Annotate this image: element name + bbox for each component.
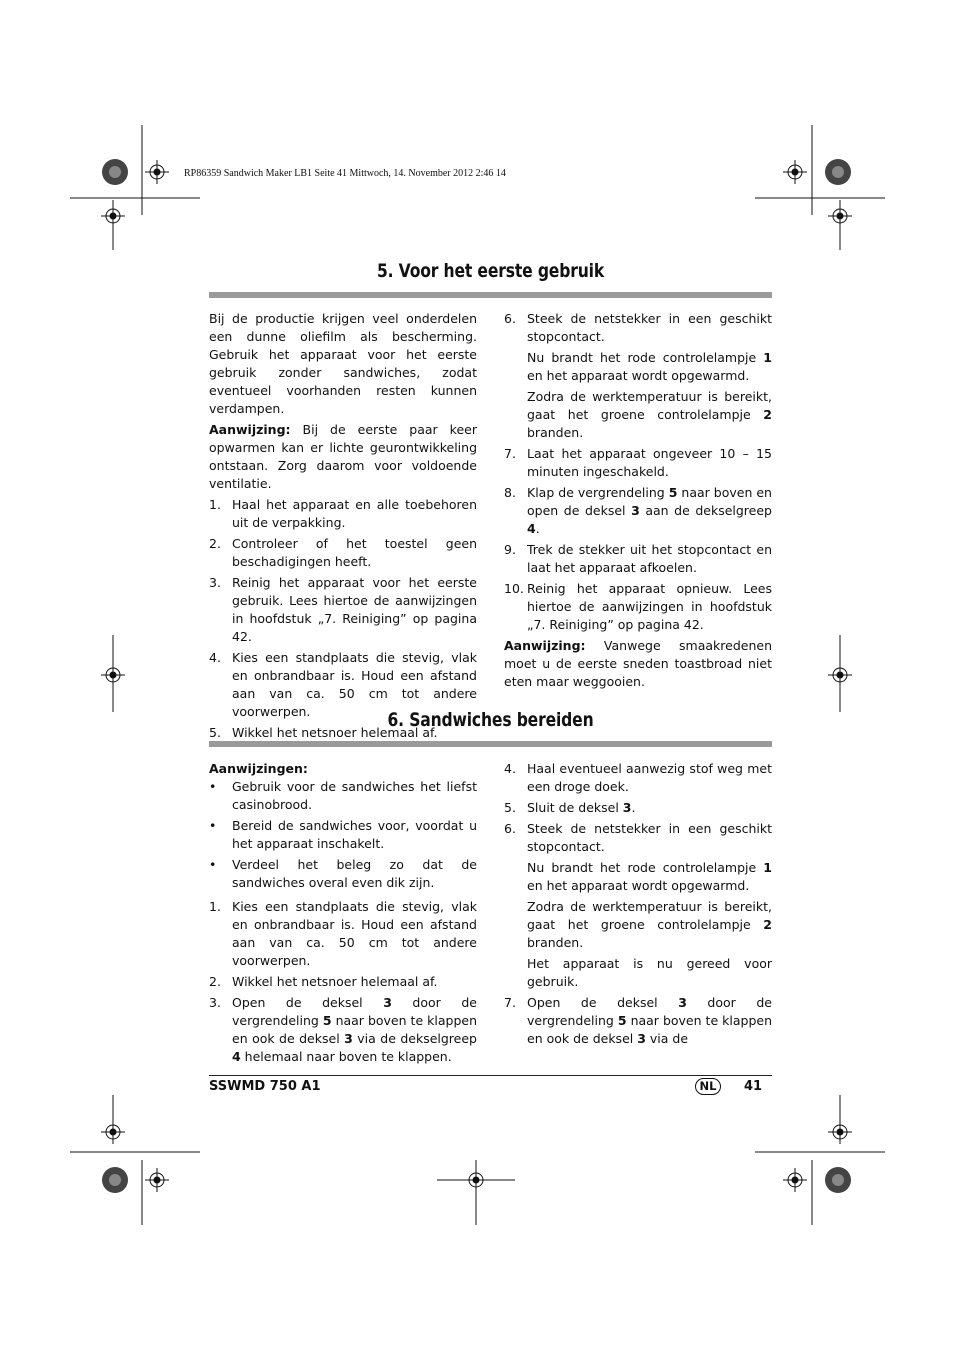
list-item-detail: Zodra de werktemperatuur is bereikt, gaat het groene controlelampje 2 branden. [527,899,772,950]
list-item: 5. Sluit de deksel 3. [504,800,636,815]
footer-rule [209,1075,772,1076]
list-item: 3. Open de deksel 3 door de vergrendeling 5 naar boven te klappen en ook de deksel 3 via de dekselgreep 4 helemaal naar boven te klappen. [209,995,477,1064]
list-item: 4. Kies een standplaats die stevig, vlak en onbrandbaar is. Houd een afstand aan van ca. 50 cm tot andere voorwerpen. [209,650,477,719]
intro-paragraph: Bij de productie krijgen veel onderdelen een dunne oliefilm als bescherming. Gebruik het apparaat voor het eerste gebruik zonder sandwiches, zodat eventueel voorhanden resten kunnen verdampen. [209,311,477,416]
list-item-detail: Nu brandt het rode controlelampje 1 en het apparaat wordt opgewarmd. [527,860,772,893]
section-6-title: 6. Sandwiches bereiden [387,709,594,731]
section-6-left-column [209,760,477,1069]
list-item-detail: Nu brandt het rode controlelampje 1 en het apparaat wordt opgewarmd. [527,350,772,383]
section-5-title: 5. Voor het eerste gebruik [376,260,605,282]
note-paragraph: Aanwijzing: Bij de eerste paar keer opwarmen kan er lichte geurontwikkeling ontstaan. Zorg daarom voor voldoende ventilatie. [209,422,477,491]
bullet-item: • Gebruik voor de sandwiches het liefst casinobrood. [209,779,477,812]
list-item: 7. Laat het apparaat ongeveer 10 – 15 minuten ingeschakeld. [504,446,772,479]
list-item: 2. Wikkel het netsnoer helemaal af. [209,974,438,989]
list-item: 1. Kies een standplaats die stevig, vlak en onbrandbaar is. Houd een afstand aan van ca. 50 cm tot andere voorwerpen. [209,899,477,968]
list-item: 6. Steek de netstekker in een geschikt stopcontact. [504,821,772,854]
section-5-left-column [209,310,477,745]
section-6-rule [209,741,772,747]
list-item: 4. Haal eventueel aanwezig stof weg met een droge doek. [504,761,772,794]
list-item: 8. Klap de vergrendeling 5 naar boven en open de deksel 3 aan de dekselgreep 4. [504,485,772,536]
notes-heading: Aanwijzingen: [209,761,308,776]
print-info-header: RP86359 Sandwich Maker LB1 Seite 41 Mittwoch, 14. November 2012 2:46 14 [184,168,506,179]
footer-model: SSWMD 750 A1 [209,1079,321,1094]
list-item: 1. Haal het apparaat en alle toebehoren uit de verpakking. [209,497,477,530]
list-item-detail: Zodra de werktemperatuur is bereikt, gaat het groene controlelampje 2 branden. [527,389,772,440]
list-item: 2. Controleer of het toestel geen beschadigingen heeft. [209,536,477,569]
list-item: 3. Reinig het apparaat voor het eerste gebruik. Lees hiertoe de aanwijzingen in hoofdstuk „7. Reiniging” op pagina 42. [209,575,477,644]
bullet-item: • Bereid de sandwiches voor, voordat u het apparaat inschakelt. [209,818,477,851]
bullet-item: • Verdeel het beleg zo dat de sandwiches overal even dik zijn. [209,857,477,890]
section-5-rule [209,292,772,298]
language-badge: NL [695,1078,721,1095]
note-label: Aanwijzing: [504,638,586,653]
note-label: Aanwijzing: [209,422,291,437]
page-number: 41 [744,1079,763,1094]
list-item: 10. Reinig het apparaat opnieuw. Lees hiertoe de aanwijzingen in hoofdstuk „7. Reiniging” op pagina 42. [504,581,772,632]
note-paragraph: Aanwijzing: Vanwege smaakredenen moet u de eerste sneden toastbroad niet eten maar weggooien. [504,638,772,689]
list-item: 7. Open de deksel 3 door de vergrendeling 5 naar boven te klappen en ook de deksel 3 via de [504,995,772,1046]
list-item: 6. Steek de netstekker in een geschikt stopcontact. [504,311,772,344]
list-item: 9. Trek de stekker uit het stopcontact en laat het apparaat afkoelen. [504,542,772,575]
section-6-right-column [504,760,772,1051]
list-item-detail: Het apparaat is nu gereed voor gebruik. [527,956,772,989]
list-item: 5. Wikkel het netsnoer helemaal af. [209,725,438,740]
section-5-right-column [504,310,772,694]
